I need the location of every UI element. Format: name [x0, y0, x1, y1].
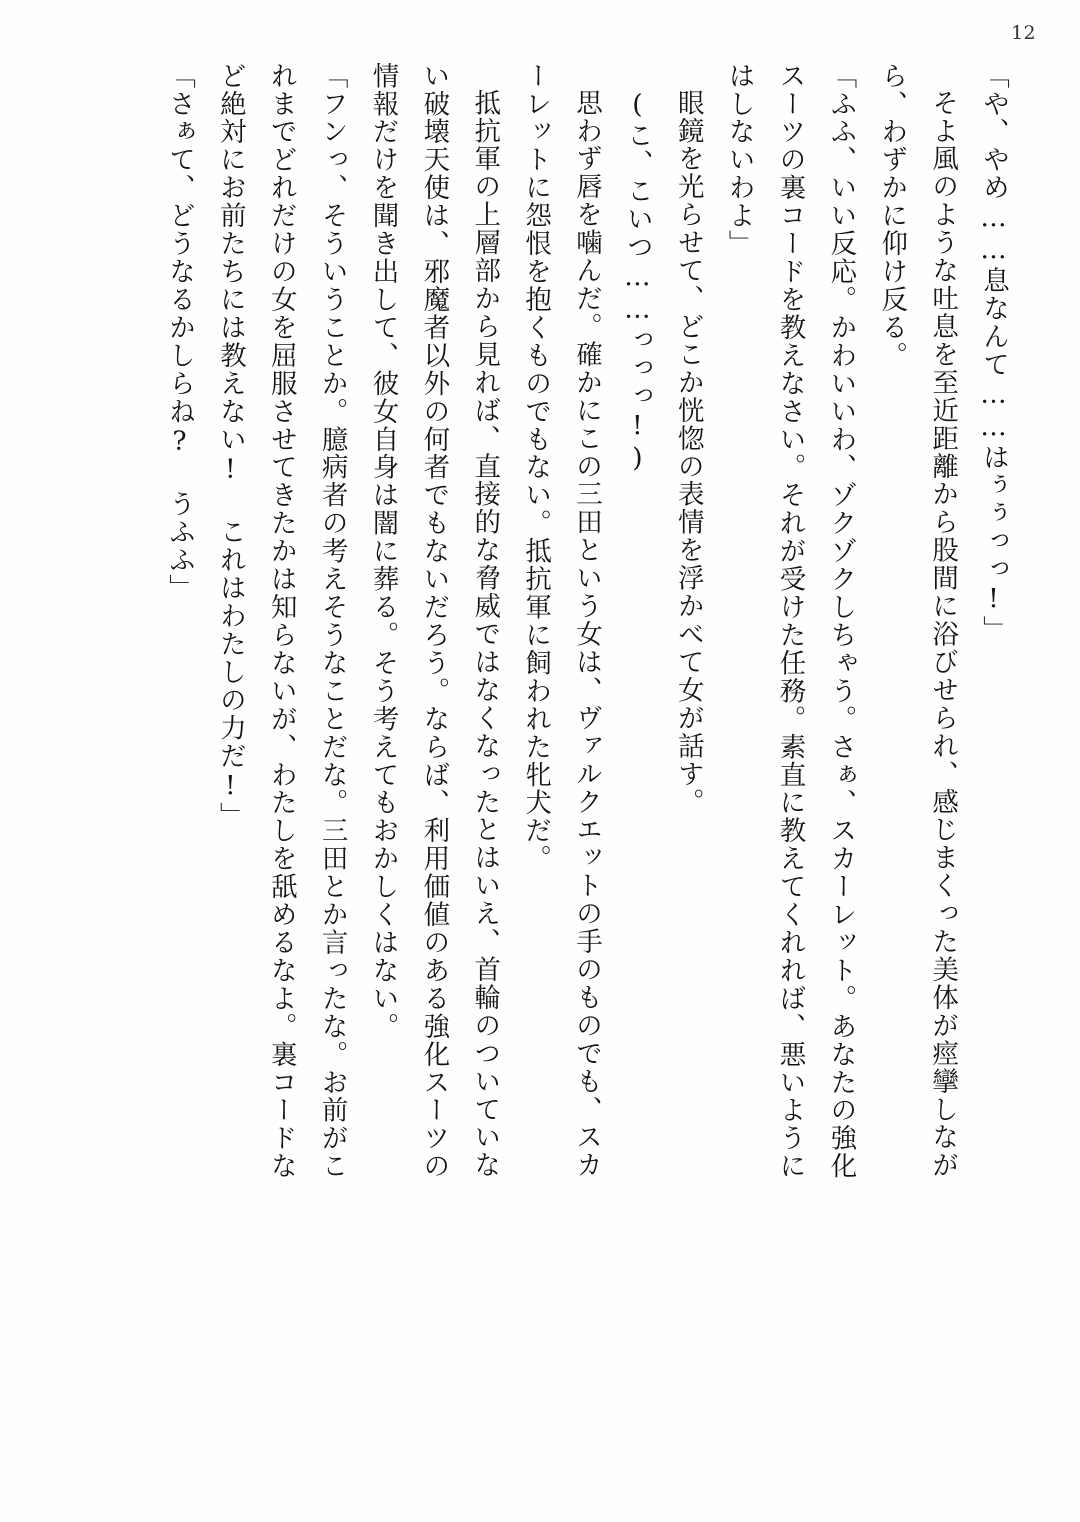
paragraph: そよ風のような吐息を至近距離から股間に浴びせられ、感じまくった美体が痙攣しなが	[927, 88, 959, 1179]
body-text	[96, 62, 1018, 1422]
paragraph: 抵抗軍の上層部から見れば、直接的な脅威ではなくなったとはいえ、首輪のついていな	[469, 88, 501, 1179]
paragraph: 眼鏡を光らせて、どこか恍惚の表情を浮かべて女が話す。	[672, 88, 704, 816]
paragraph: 「や、やめ……息なんて……はぅぅっっ!」	[978, 62, 1009, 644]
paragraph: 情報だけを聞き出して、彼女自身は闇に葬る。そう考えてもおかしくはない。	[367, 62, 399, 1041]
paragraph: い破壊天使は、邪魔者以外の何者でもないだろう。ならば、利用価値のある強化スーツの	[418, 62, 450, 1181]
paragraph: 思わず唇を噛んだ。確かにこの三田という女は、ヴァルクエットの手のものでも、スカ	[571, 88, 602, 1179]
page-number: 12	[1011, 22, 1036, 44]
paragraph: ら、わずかに仰け反る。	[876, 62, 908, 370]
paragraph: ど絶対にお前たちには教えない! これはわたしの力だ!」	[214, 62, 246, 831]
paragraph: れまでどれだけの女を屈服させてきたかは知らないが、わたしを舐めるなよ。裏コードな	[265, 62, 297, 1181]
paragraph: 「フンっ、そういうことか。臆病者の考えそうなことだな。三田とか言ったな。お前がこ	[316, 62, 348, 1181]
paragraph: はしないわよ」	[723, 62, 755, 258]
paragraph: 「さぁて、どうなるかしらね? うふふ」	[164, 62, 195, 603]
paragraph: 「ふふ、いい反応。かわいいわ、ゾクゾクしちゃう。さぁ、スカーレット。あなたの強化	[825, 62, 857, 1181]
paragraph: スーツの裏コードを教えなさい。それが受けた任務。素直に教えてくれれば、悪いように	[774, 62, 806, 1181]
paragraph: (こ、こいつ……っっっ!)	[621, 88, 653, 475]
paragraph: ーレットに怨恨を抱くものでもない。抵抗軍に飼われた牝犬だ。	[520, 62, 552, 873]
